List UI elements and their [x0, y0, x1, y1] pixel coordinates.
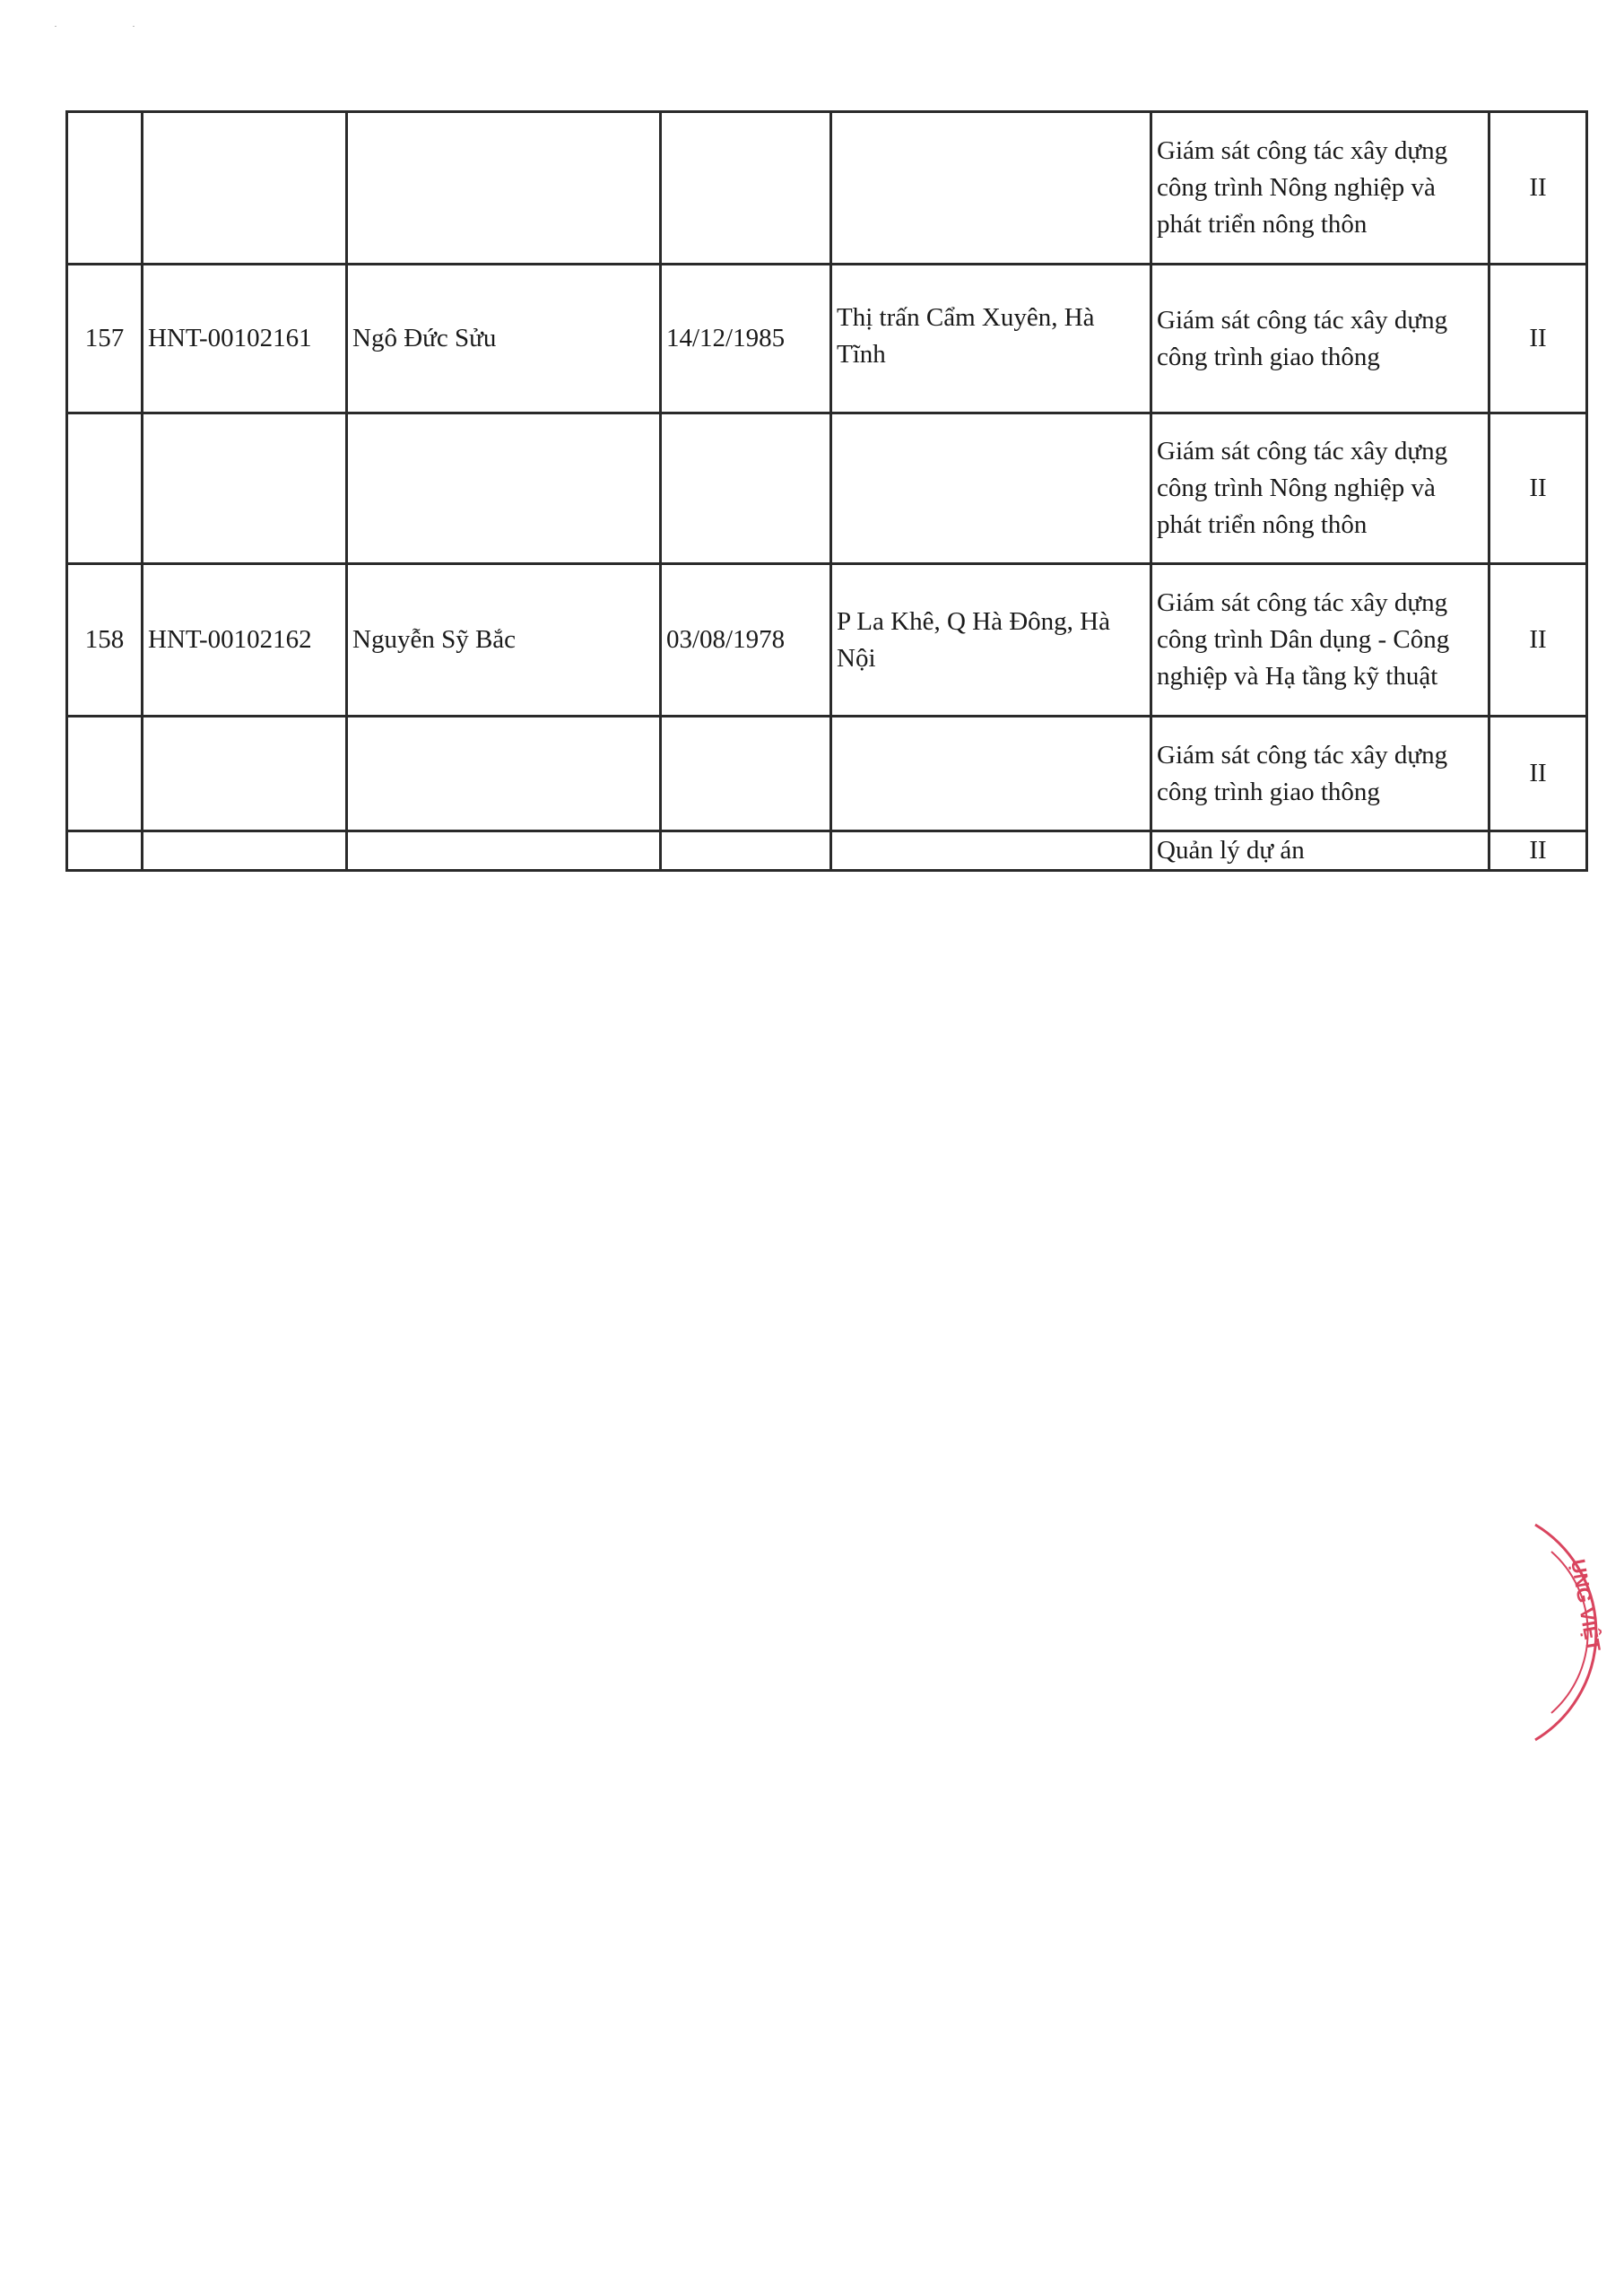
row-number	[67, 112, 143, 265]
practice-field: Giám sát công tác xây dựng công trình giao thông	[1151, 265, 1489, 413]
row-number: 158	[67, 564, 143, 717]
date-of-birth	[661, 717, 831, 831]
address	[831, 265, 1151, 413]
grade: II	[1489, 265, 1587, 413]
table-row	[67, 564, 1587, 717]
seal-text: ỤNG VIỆT	[1567, 1557, 1605, 1654]
address	[831, 717, 1151, 831]
row-number	[67, 717, 143, 831]
grade: II	[1489, 112, 1587, 265]
date-of-birth	[661, 112, 831, 265]
grade: II	[1489, 413, 1587, 564]
address-text: Thị trấn Cẩm Xuyên, Hà Tĩnh	[837, 302, 1095, 369]
practice-field: Giám sát công tác xây dựng công trình Nông nghiệp và phát triển nông thôn	[1151, 413, 1489, 564]
address	[831, 112, 1151, 265]
table-row	[67, 717, 1587, 831]
certificate-code	[143, 831, 347, 871]
certificate-code	[143, 112, 347, 265]
row-number	[67, 831, 143, 871]
address: P La Khê, Q Hà Đông, Hà Nội	[831, 564, 1151, 717]
practice-field: Giám sát công tác xây dựng công trình Nông nghiệp và phát triển nông thôn	[1151, 112, 1489, 265]
practice-field: Giám sát công tác xây dựng công trình Dân dụng - Công nghiệp và Hạ tầng kỹ thuật	[1151, 564, 1489, 717]
row-number	[67, 413, 143, 564]
certificate-code	[143, 413, 347, 564]
certificate-code: HNT-00102162	[143, 564, 347, 717]
practice-field: Giám sát công tác xây dựng công trình giao thông	[1151, 717, 1489, 831]
scan-specks: · ·	[54, 20, 171, 32]
date-of-birth	[661, 413, 831, 564]
records-table	[65, 110, 1588, 872]
table-row	[67, 265, 1587, 413]
grade: II	[1489, 717, 1587, 831]
full-name	[347, 112, 661, 265]
table-row	[67, 413, 1587, 564]
address	[831, 413, 1151, 564]
full-name	[347, 413, 661, 564]
red-seal-stamp	[1524, 1516, 1623, 1749]
grade: II	[1489, 564, 1587, 717]
table-row	[67, 831, 1587, 871]
table-row	[67, 112, 1587, 265]
date-of-birth	[661, 831, 831, 871]
certificate-code	[143, 717, 347, 831]
row-number: 157	[67, 265, 143, 413]
full-name: Ngô Đức Sửu	[347, 265, 661, 413]
date-of-birth: 14/12/1985	[661, 265, 831, 413]
full-name: Nguyễn Sỹ Bắc	[347, 564, 661, 717]
grade: II	[1489, 831, 1587, 871]
certificate-code: HNT-00102161	[143, 265, 347, 413]
full-name	[347, 717, 661, 831]
full-name	[347, 831, 661, 871]
practice-field: Quản lý dự án	[1151, 831, 1489, 871]
address	[831, 831, 1151, 871]
date-of-birth: 03/08/1978	[661, 564, 831, 717]
